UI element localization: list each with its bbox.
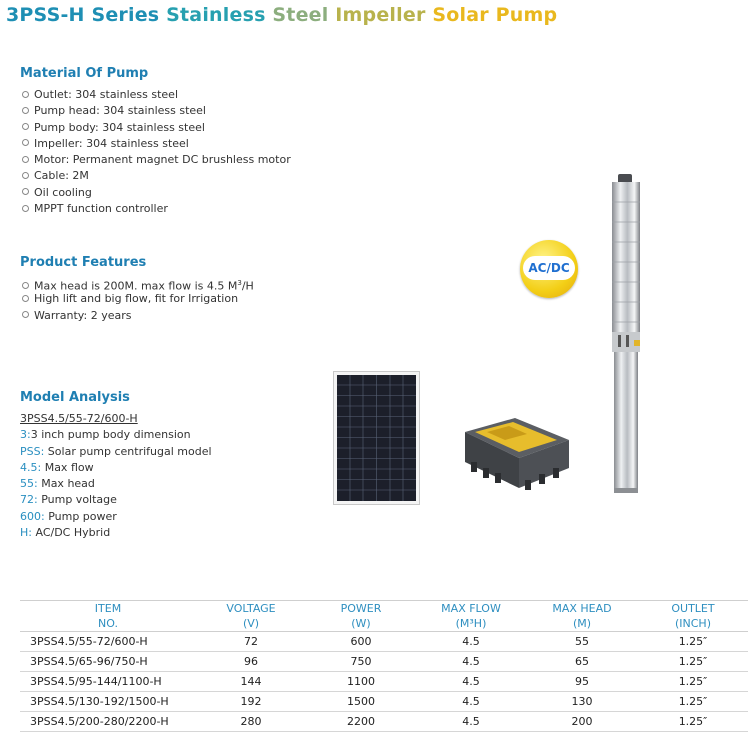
list-item: Oil cooling (22, 185, 291, 201)
model-line: 72: Pump voltage (20, 493, 117, 507)
model-line: 3:3 inch pump body dimension (20, 428, 191, 442)
table-row (20, 632, 748, 652)
cell-max-head: 200 (526, 712, 638, 732)
spec-table (20, 600, 748, 732)
model-heading: Model Analysis (20, 390, 130, 405)
bullet-icon (22, 282, 29, 289)
acdc-badge (520, 240, 578, 298)
model-line: 55: Max head (20, 477, 95, 491)
header-outlet-unit: (INCH) (638, 616, 748, 632)
acdc-label: AC/DC (523, 256, 575, 280)
controller-image (457, 410, 572, 500)
list-item: Max head is 200M. max flow is 4.5 $M^3/H$ (22, 275, 254, 291)
material-heading: Material Of Pump (20, 66, 149, 81)
header-voltage: VOLTAGE (196, 601, 306, 617)
header-max-head-unit: (M) (526, 616, 638, 632)
header-outlet: OUTLET (638, 601, 748, 617)
bullet-icon (22, 188, 29, 195)
list-item: MPPT function controller (22, 201, 291, 217)
cell-outlet: 1.25″ (638, 672, 748, 692)
bullet-icon (22, 205, 29, 212)
features-heading: Product Features (20, 255, 147, 270)
cell-max-head: 55 (526, 632, 638, 652)
bullet-icon (22, 107, 29, 114)
list-item: Pump body: 304 stainless steel (22, 120, 291, 136)
cell-max-head: 95 (526, 672, 638, 692)
title-steel: Steel (272, 4, 336, 26)
model-line: 600: Pump power (20, 509, 117, 523)
table-row (20, 712, 748, 732)
cell-item: 3PSS4.5/95-144/1100-H (20, 672, 196, 692)
cell-item: 3PSS4.5/65-96/750-H (20, 652, 196, 672)
cell-max-flow: 4.5 (416, 712, 526, 732)
cell-voltage: 96 (196, 652, 306, 672)
list-item: Motor: Permanent magnet DC brushless motor (22, 152, 291, 168)
pump-icon (604, 172, 649, 495)
cell-power: 750 (306, 652, 416, 672)
cell-item: 3PSS4.5/130-192/1500-H (20, 692, 196, 712)
list-item: Cable: 2M (22, 168, 291, 184)
model-code: 3PSS4.5/55-72/600-H (20, 412, 138, 425)
header-max-head: MAX HEAD (526, 601, 638, 617)
controller-icon (457, 410, 572, 500)
cell-max-head: 130 (526, 692, 638, 712)
cell-power: 2200 (306, 712, 416, 732)
bullet-icon (22, 91, 29, 98)
cell-voltage: 280 (196, 712, 306, 732)
model-line: H: AC/DC Hybrid (20, 526, 111, 540)
table-row (20, 652, 748, 672)
material-list (22, 87, 291, 217)
cell-outlet: 1.25″ (638, 692, 748, 712)
list-item: Pump head: 304 stainless steel (22, 103, 291, 119)
header-max-flow: MAX FLOW (416, 601, 526, 617)
cell-item: 3PSS4.5/55-72/600-H (20, 632, 196, 652)
header-item: ITEM (20, 601, 196, 617)
cell-power: 1100 (306, 672, 416, 692)
cell-max-head: 65 (526, 652, 638, 672)
bullet-icon (22, 123, 29, 130)
table-row (20, 692, 748, 712)
cell-power: 1500 (306, 692, 416, 712)
bullet-icon (22, 139, 29, 146)
solar-panel-icon (334, 372, 419, 504)
header-voltage-unit: (V) (196, 616, 306, 632)
cell-outlet: 1.25″ (638, 632, 748, 652)
list-item: Impeller: 304 stainless steel (22, 136, 291, 152)
cell-max-flow: 4.5 (416, 672, 526, 692)
bullet-icon (22, 311, 29, 318)
cell-voltage: 192 (196, 692, 306, 712)
model-analysis-list (20, 411, 212, 541)
cell-item: 3PSS4.5/200-280/2200-H (20, 712, 196, 732)
title-series: 3PSS-H Series (6, 4, 167, 26)
list-item: High lift and big flow, fit for Irrigation (22, 291, 254, 307)
cell-voltage: 72 (196, 632, 306, 652)
list-item: Outlet: 304 stainless steel (22, 87, 291, 103)
model-line: PSS: Solar pump centrifugal model (20, 444, 212, 458)
title-impeller: Impeller (335, 4, 433, 26)
title-stainless: Stainless (166, 4, 273, 26)
cell-max-flow: 4.5 (416, 632, 526, 652)
title-solar-pump: Solar Pump (432, 4, 558, 26)
cell-voltage: 144 (196, 672, 306, 692)
table-row (20, 672, 748, 692)
header-max-flow-unit: (M³H) (416, 616, 526, 632)
cell-outlet: 1.25″ (638, 652, 748, 672)
cell-max-flow: 4.5 (416, 652, 526, 672)
cell-power: 600 (306, 632, 416, 652)
bullet-icon (22, 172, 29, 179)
pump-image (604, 172, 649, 495)
solar-panel-image (333, 371, 420, 505)
bullet-icon (22, 295, 29, 302)
model-line: 4.5: Max flow (20, 460, 94, 474)
header-power: POWER (306, 601, 416, 617)
cell-max-flow: 4.5 (416, 692, 526, 712)
features-list (22, 275, 254, 324)
page-title (6, 4, 557, 26)
header-power-unit: (W) (306, 616, 416, 632)
bullet-icon (22, 156, 29, 163)
cell-outlet: 1.25″ (638, 712, 748, 732)
header-item-unit: NO. (20, 616, 196, 632)
list-item: Warranty: 2 years (22, 308, 254, 324)
